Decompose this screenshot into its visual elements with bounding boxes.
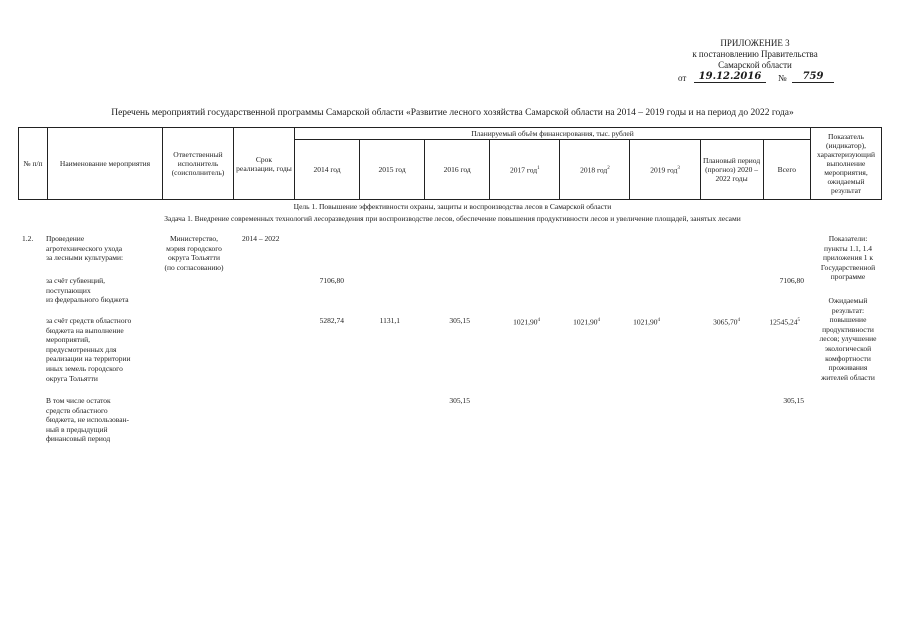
indicator-line: пункты 1.1, 1.4	[823, 243, 872, 253]
executor-line: округа Тольятти	[168, 253, 220, 263]
sub2-2017: 1021,90$^4$	[513, 317, 540, 327]
sub3-name-line: ный в предыдущий	[46, 424, 108, 434]
col-term: Срок реализации, годы	[234, 128, 295, 200]
sub2-2018: 1021,90$^4$	[573, 317, 600, 327]
sub3-name-line: В том числе остаток	[46, 396, 111, 405]
expected-line: повышение	[829, 315, 867, 325]
number-prefix: №	[778, 73, 787, 83]
appendix-title: ПРИЛОЖЕНИЕ 3	[720, 38, 790, 48]
col-total: Всего	[763, 140, 810, 200]
indicator-line: программе	[830, 272, 866, 282]
sub2-name-line: иных земель городского	[46, 363, 123, 373]
indicator-line: Показатели:	[828, 234, 868, 243]
appendix-block	[660, 38, 850, 71]
row-name-line: за лесными культурами:	[46, 253, 124, 263]
sub2-name-line: округа Тольятти	[46, 373, 98, 383]
sub1-name-line: поступающих	[46, 285, 91, 295]
row-indicators	[808, 234, 888, 282]
col-financing: Планируемый объём финансирования, тыс. рублей	[295, 128, 811, 140]
sub3-total: 305,15	[783, 396, 804, 405]
col-2017: 2017 год$^1$	[490, 140, 560, 200]
expected-line: Ожидаемый	[828, 296, 868, 305]
sub2-2016: 305,15	[449, 316, 470, 325]
sub2-name-line: предусмотренных для	[46, 344, 117, 354]
col-2015: 2015 год	[360, 140, 425, 200]
order-date: 19.12.2016	[694, 71, 766, 83]
col-2019: 2019 год$^3$	[630, 140, 700, 200]
sub2-name	[46, 316, 161, 383]
row-name-line: Проведение	[46, 234, 85, 243]
col-2014: 2014 год	[295, 140, 360, 200]
col-num: № п/п	[19, 128, 48, 200]
date-prefix: от	[678, 73, 687, 83]
executor-line: мэрия городского	[166, 243, 222, 253]
expected-line: результат:	[831, 305, 865, 315]
order-line	[660, 72, 850, 84]
row-name	[46, 234, 161, 263]
col-2018: 2018 год$^2$	[560, 140, 630, 200]
expected-line: проживания	[828, 363, 868, 373]
sub3-name-line: финансовый период	[46, 434, 111, 444]
task-line: Задача 1. Внедрение современных технологий лесоразведения при воспроизводстве лесов, обеспечение повышения продуктивности лесов и увеличение площадей, занятых лесами	[164, 214, 741, 223]
sub2-name-line: бюджета на выполнение	[46, 325, 124, 335]
sub1-name-line: из федерального бюджета	[46, 295, 129, 305]
sub1-name	[46, 276, 161, 305]
goal-line: Цель 1. Повышение эффективности охраны, защиты и воспроизводства лесов в Самарской области	[293, 202, 612, 211]
sub1-total: 7106,80	[779, 276, 804, 285]
col-2016: 2016 год	[425, 140, 490, 200]
sub2-2019: 1021,90$^4$	[633, 317, 660, 327]
sub1-name-line: за счёт субвенций,	[46, 276, 106, 285]
indicator-line: Государственной	[820, 262, 876, 272]
appendix-line-1: к постановлению Правительства	[692, 49, 818, 59]
sub2-name-line: за счёт средств областного	[46, 316, 132, 325]
sub3-name-line: бюджета, не использован-	[46, 415, 130, 425]
executor-line: Министерство,	[169, 234, 219, 243]
sub3-2016: 305,15	[449, 396, 470, 405]
sub2-name-line: мероприятий,	[46, 335, 90, 345]
row-term: 2014 – 2022	[242, 234, 280, 243]
col-executor: Ответственный исполнитель (соисполнитель)	[163, 128, 234, 200]
sub2-total: 12545,24$^5$	[769, 317, 800, 327]
expected-line: продуктивности	[822, 324, 874, 334]
row-name-line: агротехнического ухода	[46, 243, 123, 253]
row-executor	[152, 234, 236, 272]
sub2-plan: 3065,70$^4$	[713, 317, 740, 327]
col-indicator: Показатель (индикатор), характеризующий выполнение мероприятия, ожидаемый результат	[811, 128, 882, 200]
executor-line: (по согласованию)	[164, 262, 224, 272]
sub2-2014: 5282,74	[319, 316, 344, 325]
sub3-name	[46, 396, 161, 444]
row-number: 1.2.	[22, 234, 34, 243]
indicator-line: приложения 1 к	[822, 253, 874, 263]
sub3-name-line: средств областного	[46, 405, 108, 415]
sub1-2014: 7106,80	[319, 276, 344, 285]
sub2-2015: 1131,1	[379, 316, 400, 325]
document-title: Перечень мероприятий государственной программы Самарской области «Развитие лесного хозяйства Самарской области на 2014 – 2019 годы и на период до 2022 года»	[111, 108, 794, 118]
expected-line: жителей области	[821, 372, 875, 382]
col-plan: Плановый период (прогноз) 2020 – 2022 годы	[700, 140, 763, 200]
appendix-line-2: Самарской области	[718, 60, 792, 70]
expected-line: экологической	[824, 343, 872, 353]
expected-line: лесов; улучшение	[819, 334, 877, 344]
col-name: Наименование мероприятия	[48, 128, 163, 200]
order-number: 759	[792, 71, 834, 83]
row-expected-result	[808, 296, 888, 382]
header-table	[18, 127, 882, 200]
sub2-name-line: реализации на территории	[46, 354, 131, 364]
expected-line: комфортности	[825, 353, 871, 363]
